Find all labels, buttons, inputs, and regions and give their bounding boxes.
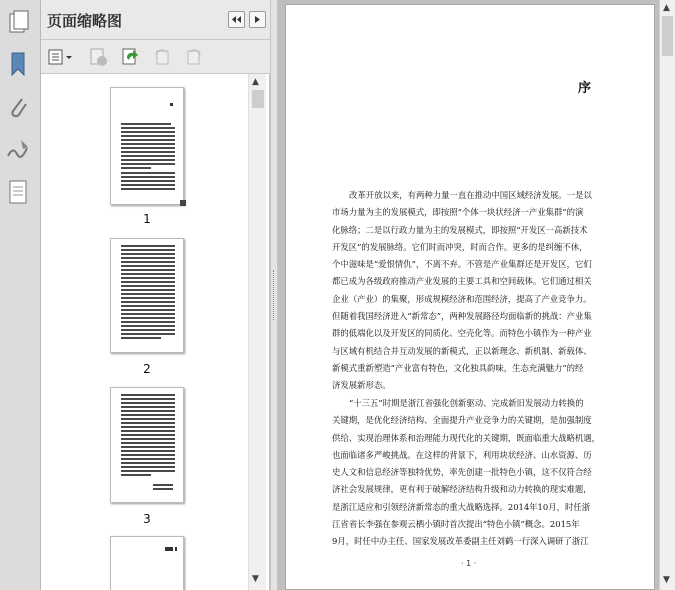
options-menu-icon[interactable] bbox=[47, 47, 75, 67]
rotate-ccw-icon[interactable] bbox=[151, 47, 173, 67]
text-line: 企业（产业）的集聚，形成规模经济和范围经济，提高了产业竞争力。 bbox=[332, 293, 592, 304]
text-line: 济发展新形态。 bbox=[332, 380, 391, 391]
document-page bbox=[285, 4, 655, 590]
panel-options-button[interactable] bbox=[249, 11, 266, 28]
thumbnail-label-2: 2 bbox=[143, 362, 151, 376]
text-line: 也面临诸多严峻挑战。在这样的背景下，利用块状经济、山水资源、历 bbox=[332, 449, 592, 460]
text-line: 是浙江适应和引领经济新常态的重大战略选择。2014年10月，时任浙 bbox=[332, 501, 591, 512]
text-line: 群的低端化以及开发区的同质化、空壳化等。而特色小镇作为一种产业 bbox=[332, 328, 592, 339]
page-thumbnail-1[interactable] bbox=[110, 87, 184, 205]
collapse-panel-button[interactable] bbox=[228, 11, 245, 28]
text-line: 化脉络；二是以行政力量为主的发展模式，即按照“开发区一高新技术 bbox=[332, 224, 588, 235]
document-title: 序 bbox=[578, 81, 592, 96]
page-thumbnail-4[interactable] bbox=[110, 536, 184, 590]
bookmark-icon[interactable] bbox=[5, 50, 31, 78]
thumbnail-label-3: 3 bbox=[143, 512, 151, 526]
text-line: 供给、实现治理体系和治理能力现代化的关键期，既面临重大战略机遇， bbox=[332, 432, 600, 443]
text-line: 济社会发展规律，更有利于破解经济结构升级和动力转换的现实难题， bbox=[332, 484, 592, 495]
paragraph-2 bbox=[332, 395, 608, 551]
document-scrollbar[interactable] bbox=[659, 0, 675, 590]
page-thumbnail-3[interactable] bbox=[110, 387, 184, 503]
text-line: 与区域有机结合并互动发展的新模式，正以新理念、新机制、新载体、 bbox=[332, 345, 592, 356]
thumbnails-panel bbox=[41, 0, 270, 590]
text-line: 9月，时任中办主任、国家发展改革委副主任刘鹤一行深入调研了浙江 bbox=[332, 536, 589, 547]
text-line: 关键期，是优化经济结构、全面提升产业竞争力的关键期，是加强制度 bbox=[332, 415, 592, 426]
attachment-icon[interactable] bbox=[5, 93, 31, 121]
panel-splitter[interactable] bbox=[270, 0, 278, 590]
navigation-rail bbox=[0, 0, 41, 590]
text-line: “十三五”时期是浙江省强化创新驱动、完成新旧发展动力转换的 bbox=[349, 398, 584, 408]
text-line: 江省省长李强在参观云栖小镇时首次提出“特色小镇”概念。2015年 bbox=[332, 519, 580, 530]
panel-toolbar bbox=[41, 40, 270, 74]
text-line: 但随着我国经济进入“新常态”，两种发展路径均面临新的挑战：产业集 bbox=[332, 311, 592, 322]
scroll-down-arrow-icon[interactable]: ▼ bbox=[252, 574, 259, 584]
thumbnail-scrollbar[interactable] bbox=[248, 74, 266, 590]
thumbnail-list bbox=[41, 74, 270, 590]
delete-page-icon[interactable] bbox=[87, 47, 109, 67]
text-line: 史人文和信息经济等独特优势，率先创建一批特色小镇，这不仅符合经 bbox=[332, 467, 592, 478]
paragraph-1 bbox=[332, 187, 608, 395]
signature-icon[interactable] bbox=[5, 136, 31, 164]
doc-scrollbar-thumb[interactable] bbox=[662, 16, 673, 56]
scroll-up-arrow-icon[interactable]: ▲ bbox=[252, 77, 259, 87]
scrollbar-thumb[interactable] bbox=[252, 90, 264, 108]
doc-scroll-down-arrow-icon[interactable]: ▼ bbox=[663, 575, 670, 585]
text-line: 都已成为各级政府推动产业发展的主要工具和空间载体。它们通过相关 bbox=[332, 276, 592, 287]
panel-header bbox=[41, 0, 270, 40]
document-view bbox=[278, 0, 675, 590]
thumbnail-resize-handle[interactable] bbox=[180, 200, 186, 206]
page-thumbnail-2[interactable] bbox=[110, 238, 184, 353]
page-number: · 1 · bbox=[461, 559, 477, 568]
text-line: 市场力量为主的发展模式，即按照“个体一块状经济一产业集群”的演 bbox=[332, 207, 584, 218]
text-line: 个中滋味是“爱恨情仇”，不离不弃。不管是产业集群还是开发区，它们 bbox=[332, 259, 592, 270]
thumbnail-label-1: 1 bbox=[143, 212, 151, 226]
text-line: 新模式重新塑造“产业富有特色，文化独具韵味，生态充满魅力”的经 bbox=[332, 362, 584, 373]
doc-scroll-up-arrow-icon[interactable]: ▲ bbox=[663, 3, 670, 13]
pages-panel-icon[interactable] bbox=[5, 8, 31, 36]
panel-title: 页面缩略图 bbox=[47, 12, 123, 30]
content-icon[interactable] bbox=[5, 178, 31, 206]
text-line: 开发区”的发展脉络。它们时而冲突，时而合作。更多的是纠缠不休， bbox=[332, 241, 588, 252]
text-line: 改革开放以来，有两种力量一直在推动中国区域经济发展。一是以 bbox=[349, 190, 592, 200]
insert-page-icon[interactable] bbox=[119, 47, 141, 67]
rotate-cw-icon[interactable] bbox=[183, 47, 205, 67]
